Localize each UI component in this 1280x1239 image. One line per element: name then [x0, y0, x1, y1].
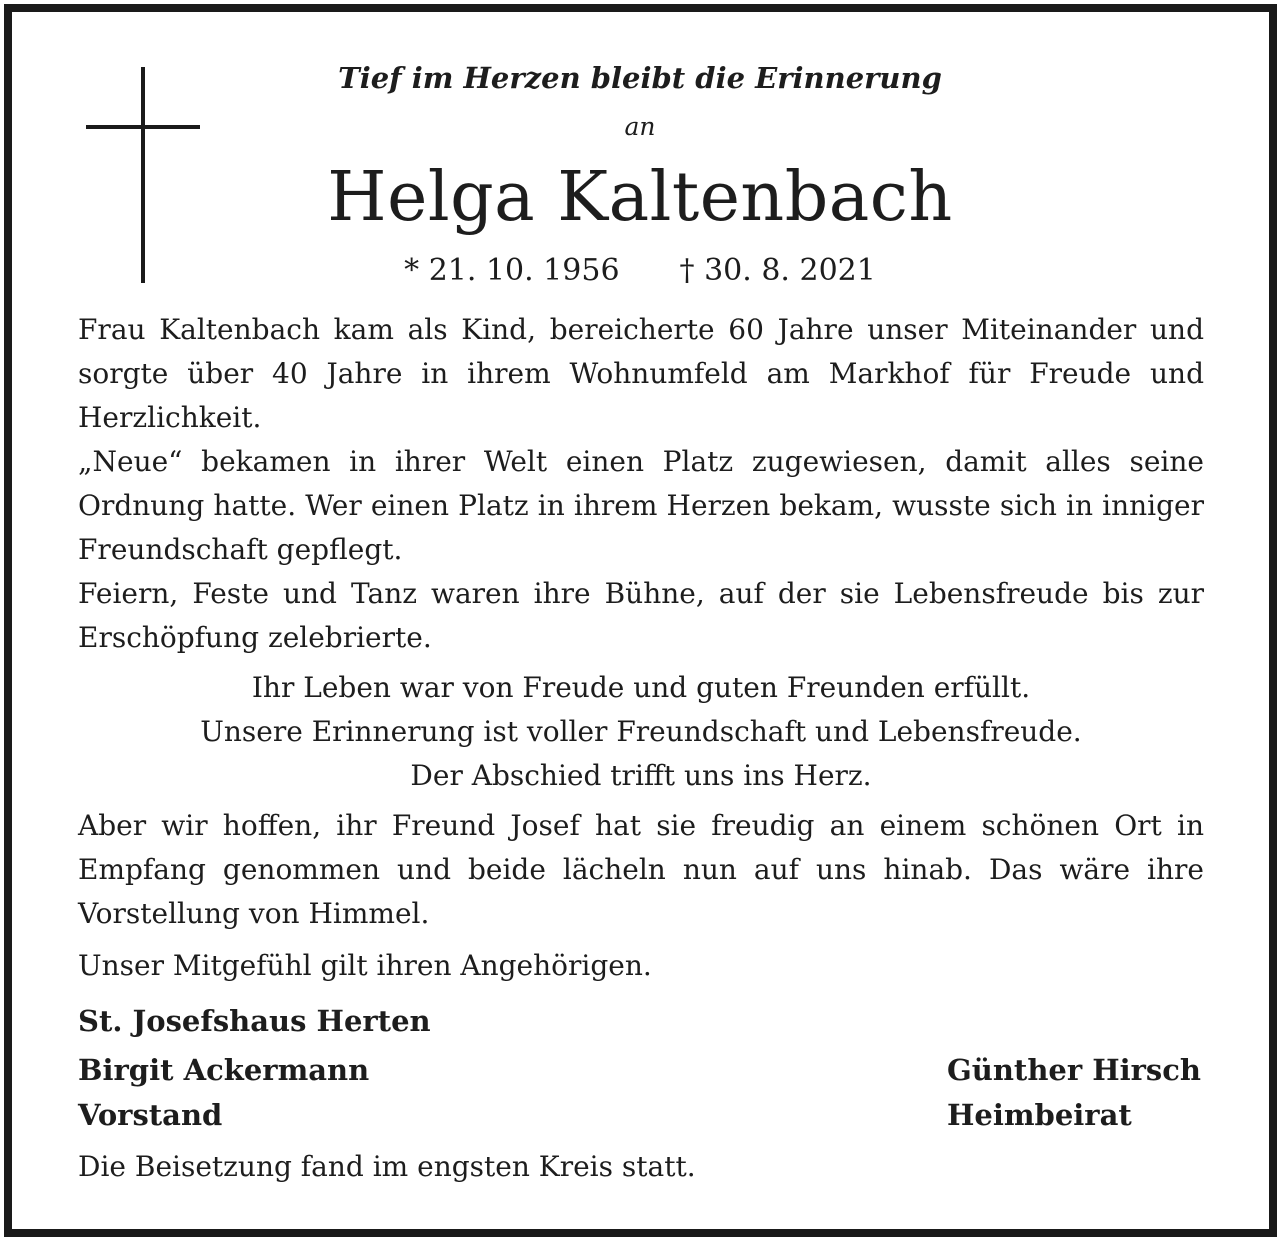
paragraph-5: Unser Mitgefühl gilt ihren Angehörigen. [78, 949, 652, 982]
motto-heading: Tief im Herzen bleibt die Erinnerung [338, 61, 942, 95]
signer-right-name: Günther Hirsch [947, 1053, 1202, 1087]
paragraph-1: Frau Kaltenbach kam als Kind, bereicherte 60 Jahre unser Miteinander und sorgte über 40 Jahre in ihrem Wohnumfeld am Markhof für Freude und Herzlichkeit. [78, 313, 1204, 434]
life-dates [300, 250, 980, 292]
signer-right-role: Heimbeirat [947, 1098, 1132, 1132]
an-label: an [624, 112, 656, 141]
center-line-1: Ihr Leben war von Freude und guten Freunden erfüllt. [251, 671, 1031, 704]
funeral-note: Die Beisetzung fand im engsten Kreis statt. [78, 1150, 696, 1183]
signer-left-name: Birgit Ackermann [78, 1053, 370, 1087]
center-line-2: Unsere Erinnerung ist voller Freundschaft und Lebensfreude. [200, 715, 1082, 748]
paragraph-3: Feiern, Feste und Tanz waren ihre Bühne, auf der sie Lebensfreude bis zur Erschöpfung zelebrierte. [78, 577, 1204, 654]
paragraph-2: „Neue“ bekamen in ihrer Welt einen Platz zugewiesen, damit alles seine Ordnung hatte. Wer einen Platz in ihrem Herzen bekam, wusste sich in inniger Freundschaft gepflegt. [78, 445, 1204, 566]
paragraph-4: Aber wir hoffen, ihr Freund Josef hat sie freudig an einem schönen Ort in Empfang genommen und beide lächeln nun auf uns hinab. Das wäre ihre Vorstellung von Himmel. [78, 809, 1204, 930]
birth-date: * 21. 10. 1956 [404, 253, 620, 288]
cross-icon [86, 67, 200, 283]
signer-left-role: Vorstand [78, 1098, 223, 1132]
institution-name: St. Josefshaus Herten [78, 1004, 431, 1038]
death-date: † 30. 8. 2021 [679, 253, 876, 288]
deceased-name: Helga Kaltenbach [327, 158, 953, 237]
center-line-3: Der Abschied trifft uns ins Herz. [410, 759, 872, 792]
